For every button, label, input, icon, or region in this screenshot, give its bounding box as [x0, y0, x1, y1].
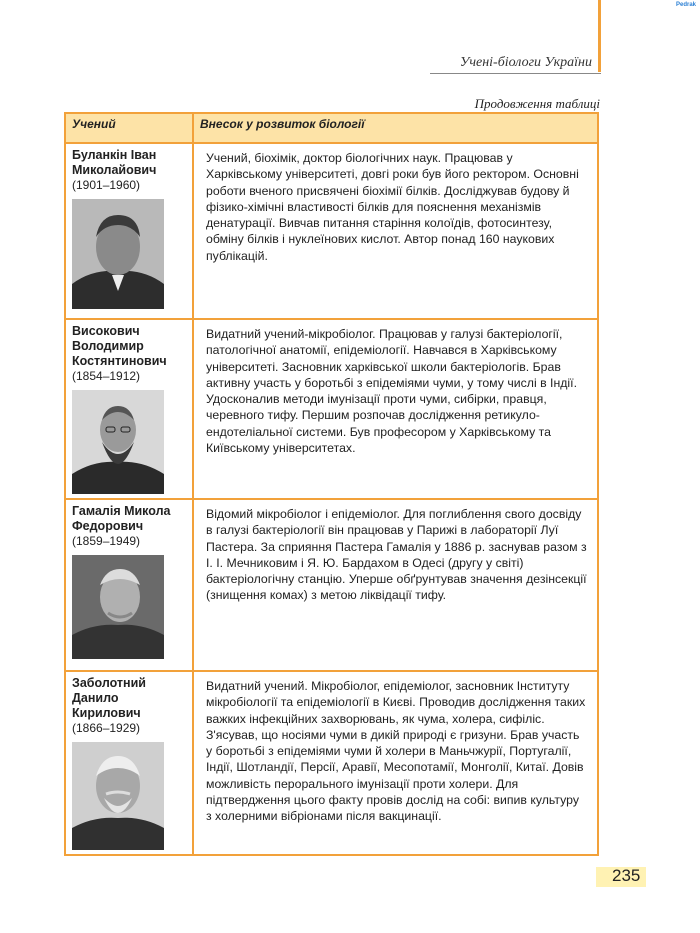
table-row: [65, 319, 598, 499]
table-row: [65, 671, 598, 855]
running-head: Учені-біологи України: [459, 55, 592, 70]
column-header-scientist: Учений: [65, 113, 193, 143]
scientist-portrait: [72, 390, 164, 494]
contribution-cell: Видатний учений-мікробіолог. Працював у галузі бактеріології, патологічної анатомії, епідеміології. Навчався в Харківському університеті. Засновник харківської школи бактеріологів. Брав активну участь у боротьбі з епідеміями чуми, у тому числі в Індії. Удосконалив методи імунізації проти чуми, сибірки, правця, черевного тифу. Першим розпочав дослідження ретикуло-ендотеліальної системи. Був професором у Харківському та Київському університетах.: [193, 319, 598, 499]
scientist-name: Високович Володимир Костянтинович: [72, 324, 167, 368]
table-row: [65, 143, 598, 319]
column-header-contribution: Внесок у розвиток біології: [193, 113, 598, 143]
margin-accent-bar: [598, 0, 601, 72]
contribution-cell: Видатний учений. Мікробіолог, епідеміолог, засновник Інституту мікробіології та епідеміології в Києві. Проводив дослідження таких важких інфекційних захворювань, як чума, холера, сифіліс. З'ясував, що носіями чуми в дикій природі є гризуни. Брав участь у боротьбі з епідеміями чуми й холери в Маньчжурії, Португалії, Індії, Шотландії, Персії, Аравії, Месопотамії, Монголії, Китаї. Довів можливість перорального імунізації проти холери. Для підтвердження цього факту провів дослід на собі: випив культуру з холерними вібріонами після вакцинації.: [193, 671, 598, 855]
scientist-cell: [65, 499, 193, 671]
scientist-years: (1854–1912): [72, 369, 141, 383]
scientist-years: (1901–1960): [72, 178, 141, 192]
scientist-cell: [65, 671, 193, 855]
scientist-portrait: [72, 199, 164, 309]
scientist-portrait: [72, 555, 164, 659]
scientist-portrait: [72, 742, 164, 850]
scientists-table: [64, 112, 599, 856]
scientist-name: Гамалія Микола Федорович: [72, 504, 171, 533]
scientist-cell: [65, 319, 193, 499]
contribution-cell: Учений, біохімік, доктор біологічних наук. Працював у Харківському університеті, довгі роки був його ректором. Основні роботи вченого присвячені біохімії білків. Досліджував будову й фізико-хімічні властивості білків для пояснення механізмів денатурації. Вивчав питання старіння колоїдів, фотосинтезу, обміну білків і нуклеїнових кислот. Автор понад 160 наукових публікацій.: [193, 143, 598, 319]
scientist-cell: [65, 143, 193, 319]
scientist-name: Заболотний Данило Кирилович: [72, 676, 146, 720]
scientist-years: (1859–1949): [72, 534, 141, 548]
table-header-row: [65, 113, 598, 143]
page-number: 235: [612, 866, 641, 885]
table-caption: Продовження таблиці: [474, 96, 600, 111]
running-head-rule: [430, 73, 601, 74]
brand-logo: Pedrak: [675, 2, 696, 8]
scientist-years: (1866–1929): [72, 721, 141, 735]
contribution-cell: Відомий мікробіолог і епідеміолог. Для поглиблення свого досвіду в галузі бактеріології він працював у Парижі в лабораторії Луї Пастера. За сприяння Пастера Гамалія у 1886 р. заснував разом з І. І. Мечниковим і Я. Ю. Бардахом в Одесі (другу у світі) бактеріологічну станцію. Уперше обґрунтував значення дезінсекції (знищення комах) з метою ліквідації тифу.: [193, 499, 598, 671]
table-row: [65, 499, 598, 671]
scientist-name: Буланкін Іван Миколайович: [72, 148, 157, 177]
